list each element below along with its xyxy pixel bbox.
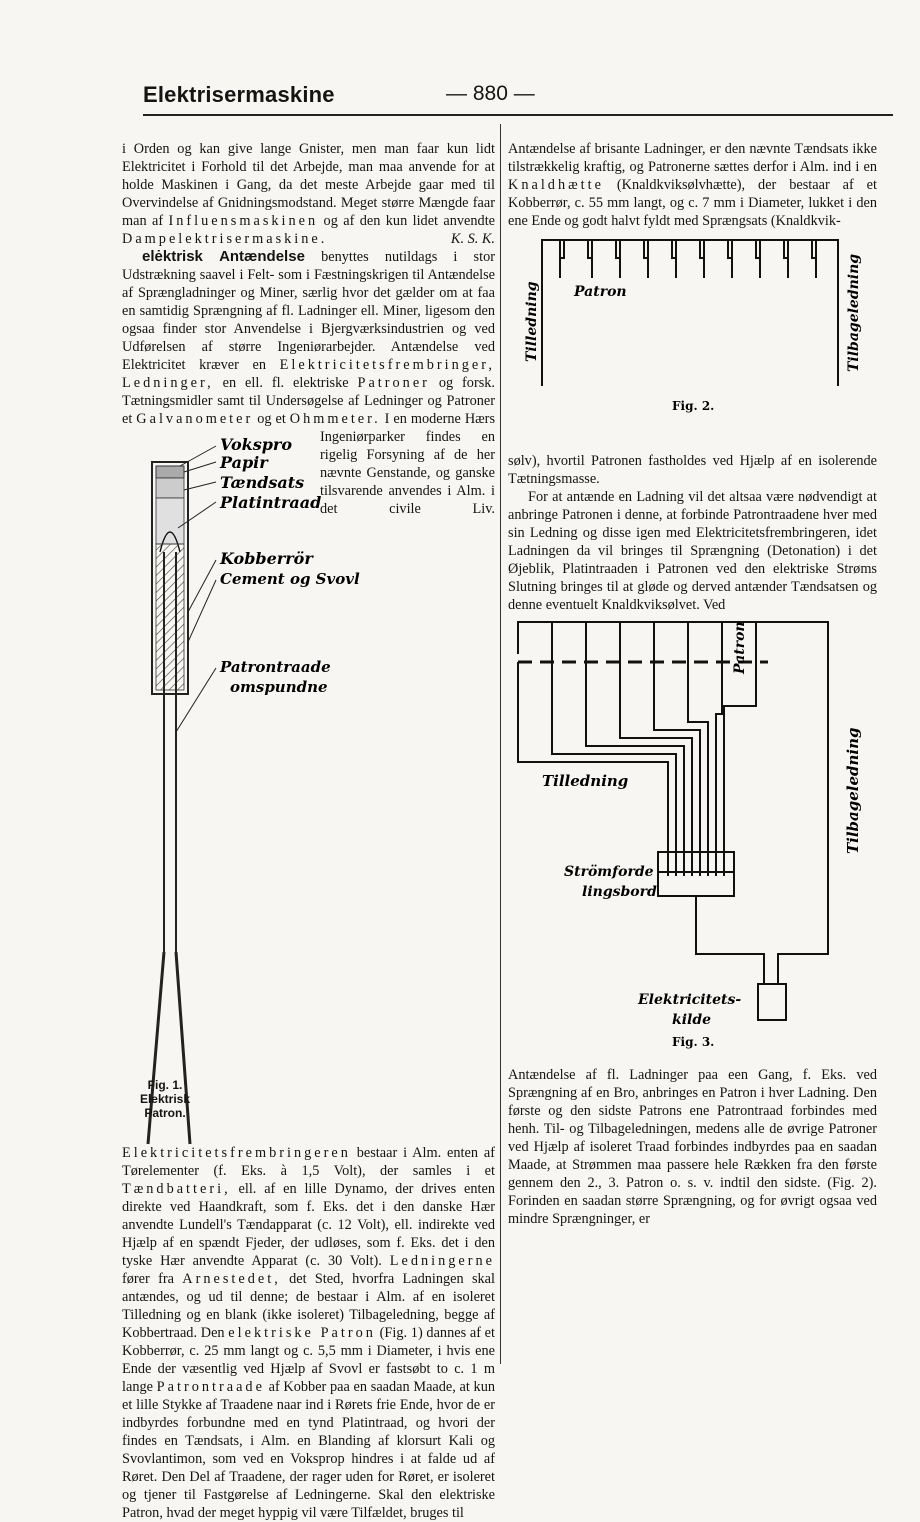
fig1-label-taendsats: Tændsats: [220, 473, 305, 492]
fig1-label-omspundne: omspundne: [230, 678, 328, 696]
figure-1-caption: Fig. 1. Elektrisk Patron.: [139, 1078, 191, 1120]
right-column: [508, 140, 877, 1228]
fig2-label-tilbageledning: Tilbageledning: [846, 253, 862, 372]
fig3-label-tilledning: Tilledning: [542, 772, 629, 790]
fig2-label-patron: Patron: [574, 284, 627, 300]
right-paragraph-1: Antændelse af brisante Ladninger, er den nævnte Tændsats ikke tilstrækkelig kraftig, og Patronerne sættes derfor i Alm. ind i en Knaldhætte (Knaldkviksølvhætte), der bestaar af et Kobberrør, c. 55 mm langt, og c. 7 mm i Diameter, lukket i den ene Ende og godt halvt fyldt med Sprængsats (Knaldkvik-: [508, 141, 877, 229]
page-number: — 880 —: [446, 82, 535, 105]
fig3-caption: Fig. 3.: [672, 1035, 715, 1049]
right-paragraph-4: Antændelse af fl. Ladninger paa een Gang, f. Eks. ved Sprængning af en Bro, anbringes en Patron i hver Ladning. Den første og den sidste Patrons ene Patrontraad forbindes med henh. Til- og Tilbageledningen, medens alle de øvrige Patroner ved Hjælp af isoleret Traad forbindes indbyrdes paa en saadan Maade, at Strømmen maa passere hele Rækken fra den første gennem den 2., 3. Patron o. s. v. indtil den sidste. (Fig. 2). Forinden en saadan større Sprængning, og for øvrigt ogsaa ved mindre Sprængninger, er: [508, 1067, 877, 1227]
fig3-label-source-1: Elektricitets-: [638, 992, 742, 1008]
fig1-label-cement: Cement og Svovl: [220, 570, 360, 588]
fig1-label-vokspro: Vokspro: [220, 435, 292, 454]
figure-1-drawing: [138, 432, 360, 1144]
left-paragraph-2: elėktrisk Antændelse benyttes nutildags i stor Udstrækning saavel i Felt- som i Fæstningskrigen til Antændelse af Sprængladninger og Miner, særlig hvor det gælder om at faa en samtidig Sprængning af fl. Ladninger ell. Miner, ligesom den ogsaa finder stor Anvendelse i Bjergværksindustrien og ved Udførelsen af større Ingeniørarbejder. Antændelse ved Elektricitet kræver en Elektricitetsfrembringer, Ledninger, en ell. fl. elektriske Patroner og forsk. Tætningsmidler samt til Undersøgelse af Ledninger og Patroner et Galvanometer og et Ohmmeter. Vokspro Papir Tændsats Platintraad Kobberrör Cement og Svovl Patrontraade omspundne I en moderne Hærs Ingeniørparker findes en rigelig Forsyning af de her nævnte Genstande, og ganske tilsvarende anvendes i Alm. i det civile Liv. Elektricitetsfrembringeren bestaar i Alm. enten af Tørelementer (f. Eks. à 1,5 Volt), der samles i et Tændbatteri, ell. af en lille Dynamo, der drives enten direkte ved Haandkraft, som f. Eks. det i den danske Hær anvendte Lundell's Tændapparat (c. 12 Volt), ell. indirekte ved Hjælp af en spændt Fjeder, der udløses, som f. Eks. det i den tyske Hær anvendte Apparat (c. 30 Volt). Ledningerne fører fra Arnestedet, det Sted, hvorfra Ladningen skal antændes, og ud til denne; de bestaar i Alm. af en isoleret Tilledning og en blank (ikke isoleret) Tilbageledning, begge af Kobbertraad. Den elektriske Patron (Fig. 1) dannes af et Kobberrør, c. 25 mm langt og c. 5,5 mm i Diameter, i hvis ene Ende der væsentlig ved Hjælp af Svovl er fastsøbt to c. 1 m lange Patrontraade af Kobber paa en saadan Maade, at kun et lille Stykke af Traadene naar ind i Rørets frie Ende, hvor de er indbyrdes forbundne med en tynd Platintraad, og hvori der findes en Tændsats, i Alm. en Blanding af klorsurt Kali og Svovlantimon, som ved en Voksprop hindres i at falde ud af Røret. Den Del af Traadene, der rager uden for Røret, er isoleret og tjener til Fastgørelse af Ledningerne. Skal den elektriske Patron, hvad der meget hyppig vil være Tilfældet, bruges til: [122, 248, 495, 1522]
figure-2: [508, 230, 877, 452]
right-paragraph-2: sølv), hvortil Patronen fastholdes ved Hjælp af en isolerende Tætningsmasse.: [508, 453, 877, 487]
figure-2-drawing: [508, 230, 877, 452]
fig2-caption: Fig. 2.: [672, 399, 715, 413]
fig1-label-kobberror: Kobberrör: [220, 549, 313, 568]
left-column: [122, 140, 495, 1522]
figure-3-drawing: [508, 614, 877, 1066]
fig3-label-board-1: Strömforde: [564, 864, 654, 880]
author-signature: K. S. K.: [450, 231, 495, 247]
fig1-label-papir: Papir: [220, 453, 268, 472]
fig3-label-tilbageledning: Tilbageledning: [844, 727, 862, 854]
left-paragraph-1: i Orden og kan give lange Gnister, men man faar kun lidt Elektricitet i Forhold til det Arbejde, man maa anvende for at holde Maskinen i Gang, da det meste Arbejde gaar med til Overvindelse af Gnidningsmodstand. Meget større Mængde faar man af Influensmaskinen og af den kun lidet anvendte Dampelektrisermaskine. K. S. K.: [122, 141, 496, 247]
fig1-label-patrontraade: Patrontraade: [220, 658, 331, 676]
figure-3: [508, 614, 877, 1066]
right-paragraph-3: For at antænde en Ladning vil det altsaa være nødvendigt at anbringe Patronen i denne, at forbinde Patrontraadene hver med sin Ledning og disse igen med Elektricitetsfrembringeren, idet Ladningen da vil bringes til Sprængning (Detonation) i det Øjeblik, Platintraaden i Patronen ved den elektriske Strøms Slutning bringes til at gløde og derved antænder Tændsatsen og denne eventuelt Knaldkviksølvet. Ved: [508, 489, 877, 613]
fig1-label-platintraad: Platintraad: [220, 493, 322, 512]
fig2-label-tilledning: Tilledning: [524, 281, 540, 362]
entry-heading: elėktrisk Antændelse: [142, 248, 305, 265]
column-divider: [500, 124, 501, 1364]
fig3-label-board-2: lingsbord: [582, 884, 657, 900]
header-rule: [143, 114, 893, 116]
running-title: Elektrisermaskine: [143, 82, 335, 107]
figure-1: [118, 432, 360, 1144]
fig3-label-patron: Patron: [732, 621, 748, 674]
page-header: [143, 82, 893, 114]
fig3-label-source-2: kilde: [672, 1012, 712, 1028]
